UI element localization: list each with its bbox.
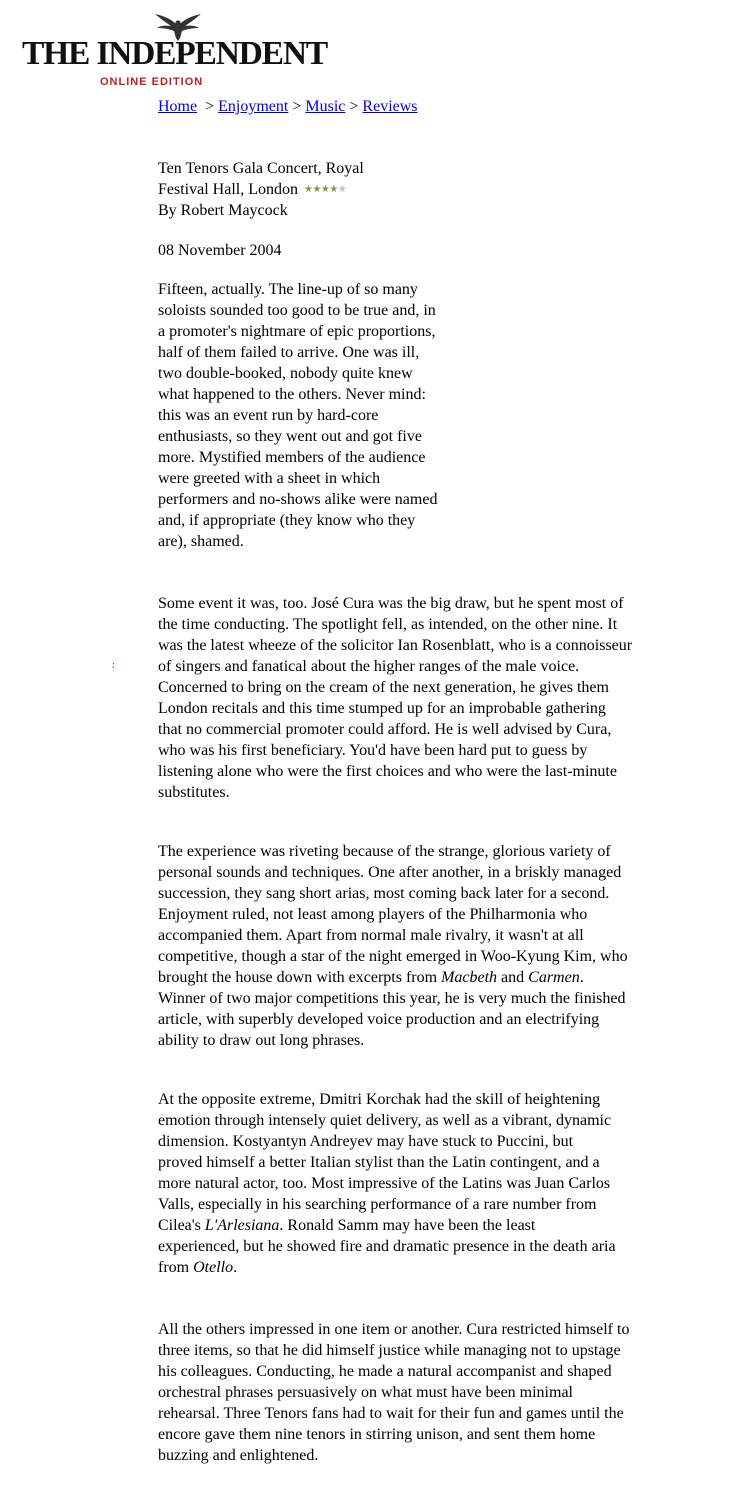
star-icon: ★	[303, 184, 313, 195]
breadcrumb	[158, 97, 418, 117]
paragraph-text: . Winner of two major competitions this year, he is very much the finished article, with superbly developed voice production and an electrifying ability to draw out long phrases.	[158, 969, 626, 1049]
breadcrumb-home-link[interactable]: Home	[158, 98, 198, 115]
paragraph-text: .	[233, 1259, 238, 1276]
article-header	[158, 158, 458, 221]
byline: By Robert Maycock	[158, 202, 288, 219]
article-paragraph	[158, 841, 633, 1051]
breadcrumb-reviews-link[interactable]: Reviews	[362, 98, 418, 115]
breadcrumb-separator: >	[349, 98, 359, 115]
paragraph-text: . Ronald Samm may have been the least experienced, but he showed fire and dramatic presence in the death aria from	[158, 1217, 616, 1276]
work-title: Otello	[193, 1259, 234, 1276]
work-title: Carmen	[528, 969, 580, 986]
star-icon: ★	[329, 184, 338, 195]
masthead[interactable]	[22, 12, 332, 88]
article-date: 08 November 2004	[158, 242, 282, 259]
article-title-line-1: Ten Tenors Gala Concert, Royal	[158, 160, 364, 177]
brand-wordmark: THE INDEPENDENT	[22, 35, 327, 72]
paragraph-text: and	[497, 969, 529, 986]
article-paragraph	[158, 1089, 618, 1278]
star-icon: ★	[337, 184, 347, 195]
breadcrumb-separator: >	[292, 98, 302, 115]
paragraph-text: The experience was riveting because of the strange, glorious variety of personal sounds and techniques. One after another, in a briskly managed succession, they sang short arias, most coming back later for a second. Enjoyment ruled, not least among players of the Philharmonia who accompanied them. Apart from normal male rivalry, it wasn't at all competitive, though a star of the night emerged in Woo-Kyung Kim, who brought the house down with excerpts from	[158, 843, 628, 986]
work-title: L'Arlesiana	[204, 1217, 280, 1234]
article-title-line-2: Festival Hall, London	[158, 181, 298, 198]
edition-label: ONLINE EDITION	[100, 76, 204, 88]
breadcrumb-enjoyment-link[interactable]: Enjoyment	[218, 98, 289, 115]
star-icon: ★	[312, 184, 321, 195]
breadcrumb-music-link[interactable]: Music	[305, 98, 346, 115]
star-rating	[304, 184, 346, 195]
article-paragraph: Fifteen, actually. The line-up of so many soloists sounded too good to be true and, in a promoter's nightmare of epic proportions, half of them failed to arrive. One was ill, two double-booked, nobody quite knew what happened to the others. Never mind: this was an event run by hard-core enthusiasts, so they went out and got five more. Mystified members of the audience were greeted with a sheet in which performers and no-shows alike were named and, if appropriate (they know who they are), shamed.	[158, 281, 438, 550]
article-paragraph: All the others impressed in one item or another. Cura restricted himself to three items, so that he did himself justice while managing not to upstage his colleagues. Conducting, he made a natural accompanist and shaped orchestral phrases persuasively on what must have been minimal rehearsal. Three Tenors fans had to wait for their fun and games until the encore gave them nine tenors in stirring unison, and sent them home buzzing and enlightened.	[158, 1321, 630, 1464]
article-paragraph: Some event it was, too. José Cura was the big draw, but he spent most of the time conducting. The spotlight fell, as intended, on the other nine. It was the latest wheeze of the solicitor Ian Rosenblatt, who is a connoisseur of singers and fanatical about the higher ranges of the male voice. Concerned to bring on the cream of the next generation, he gives them London recitals and this time stumped up for an improbable gathering that no commercial promoter could afford. He is well advised by Cura, who was his first beneficiary. You'd have been hard put to guess by listening alone who were the first choices and who were the last-minute substitutes.	[158, 595, 633, 801]
star-icon: ★	[320, 184, 330, 195]
article-title-line-2-wrap	[158, 179, 458, 200]
breadcrumb-separator: >	[205, 98, 215, 115]
stray-link-mark[interactable]: :	[112, 660, 115, 671]
paragraph-text: At the opposite extreme, Dmitri Korchak had the skill of heightening emotion through intensely quiet delivery, as well as a vibrant, dynamic dimension. Kostyantyn Andreyev may have stuck to Puccini, but proved himself a better Italian stylist than the Latin contingent, and a more natural actor, too. Most impressive of the Latins was Juan Carlos Valls, especially in his searching performance of a rare number from Cilea's	[158, 1091, 612, 1234]
work-title: Macbeth	[441, 969, 498, 986]
